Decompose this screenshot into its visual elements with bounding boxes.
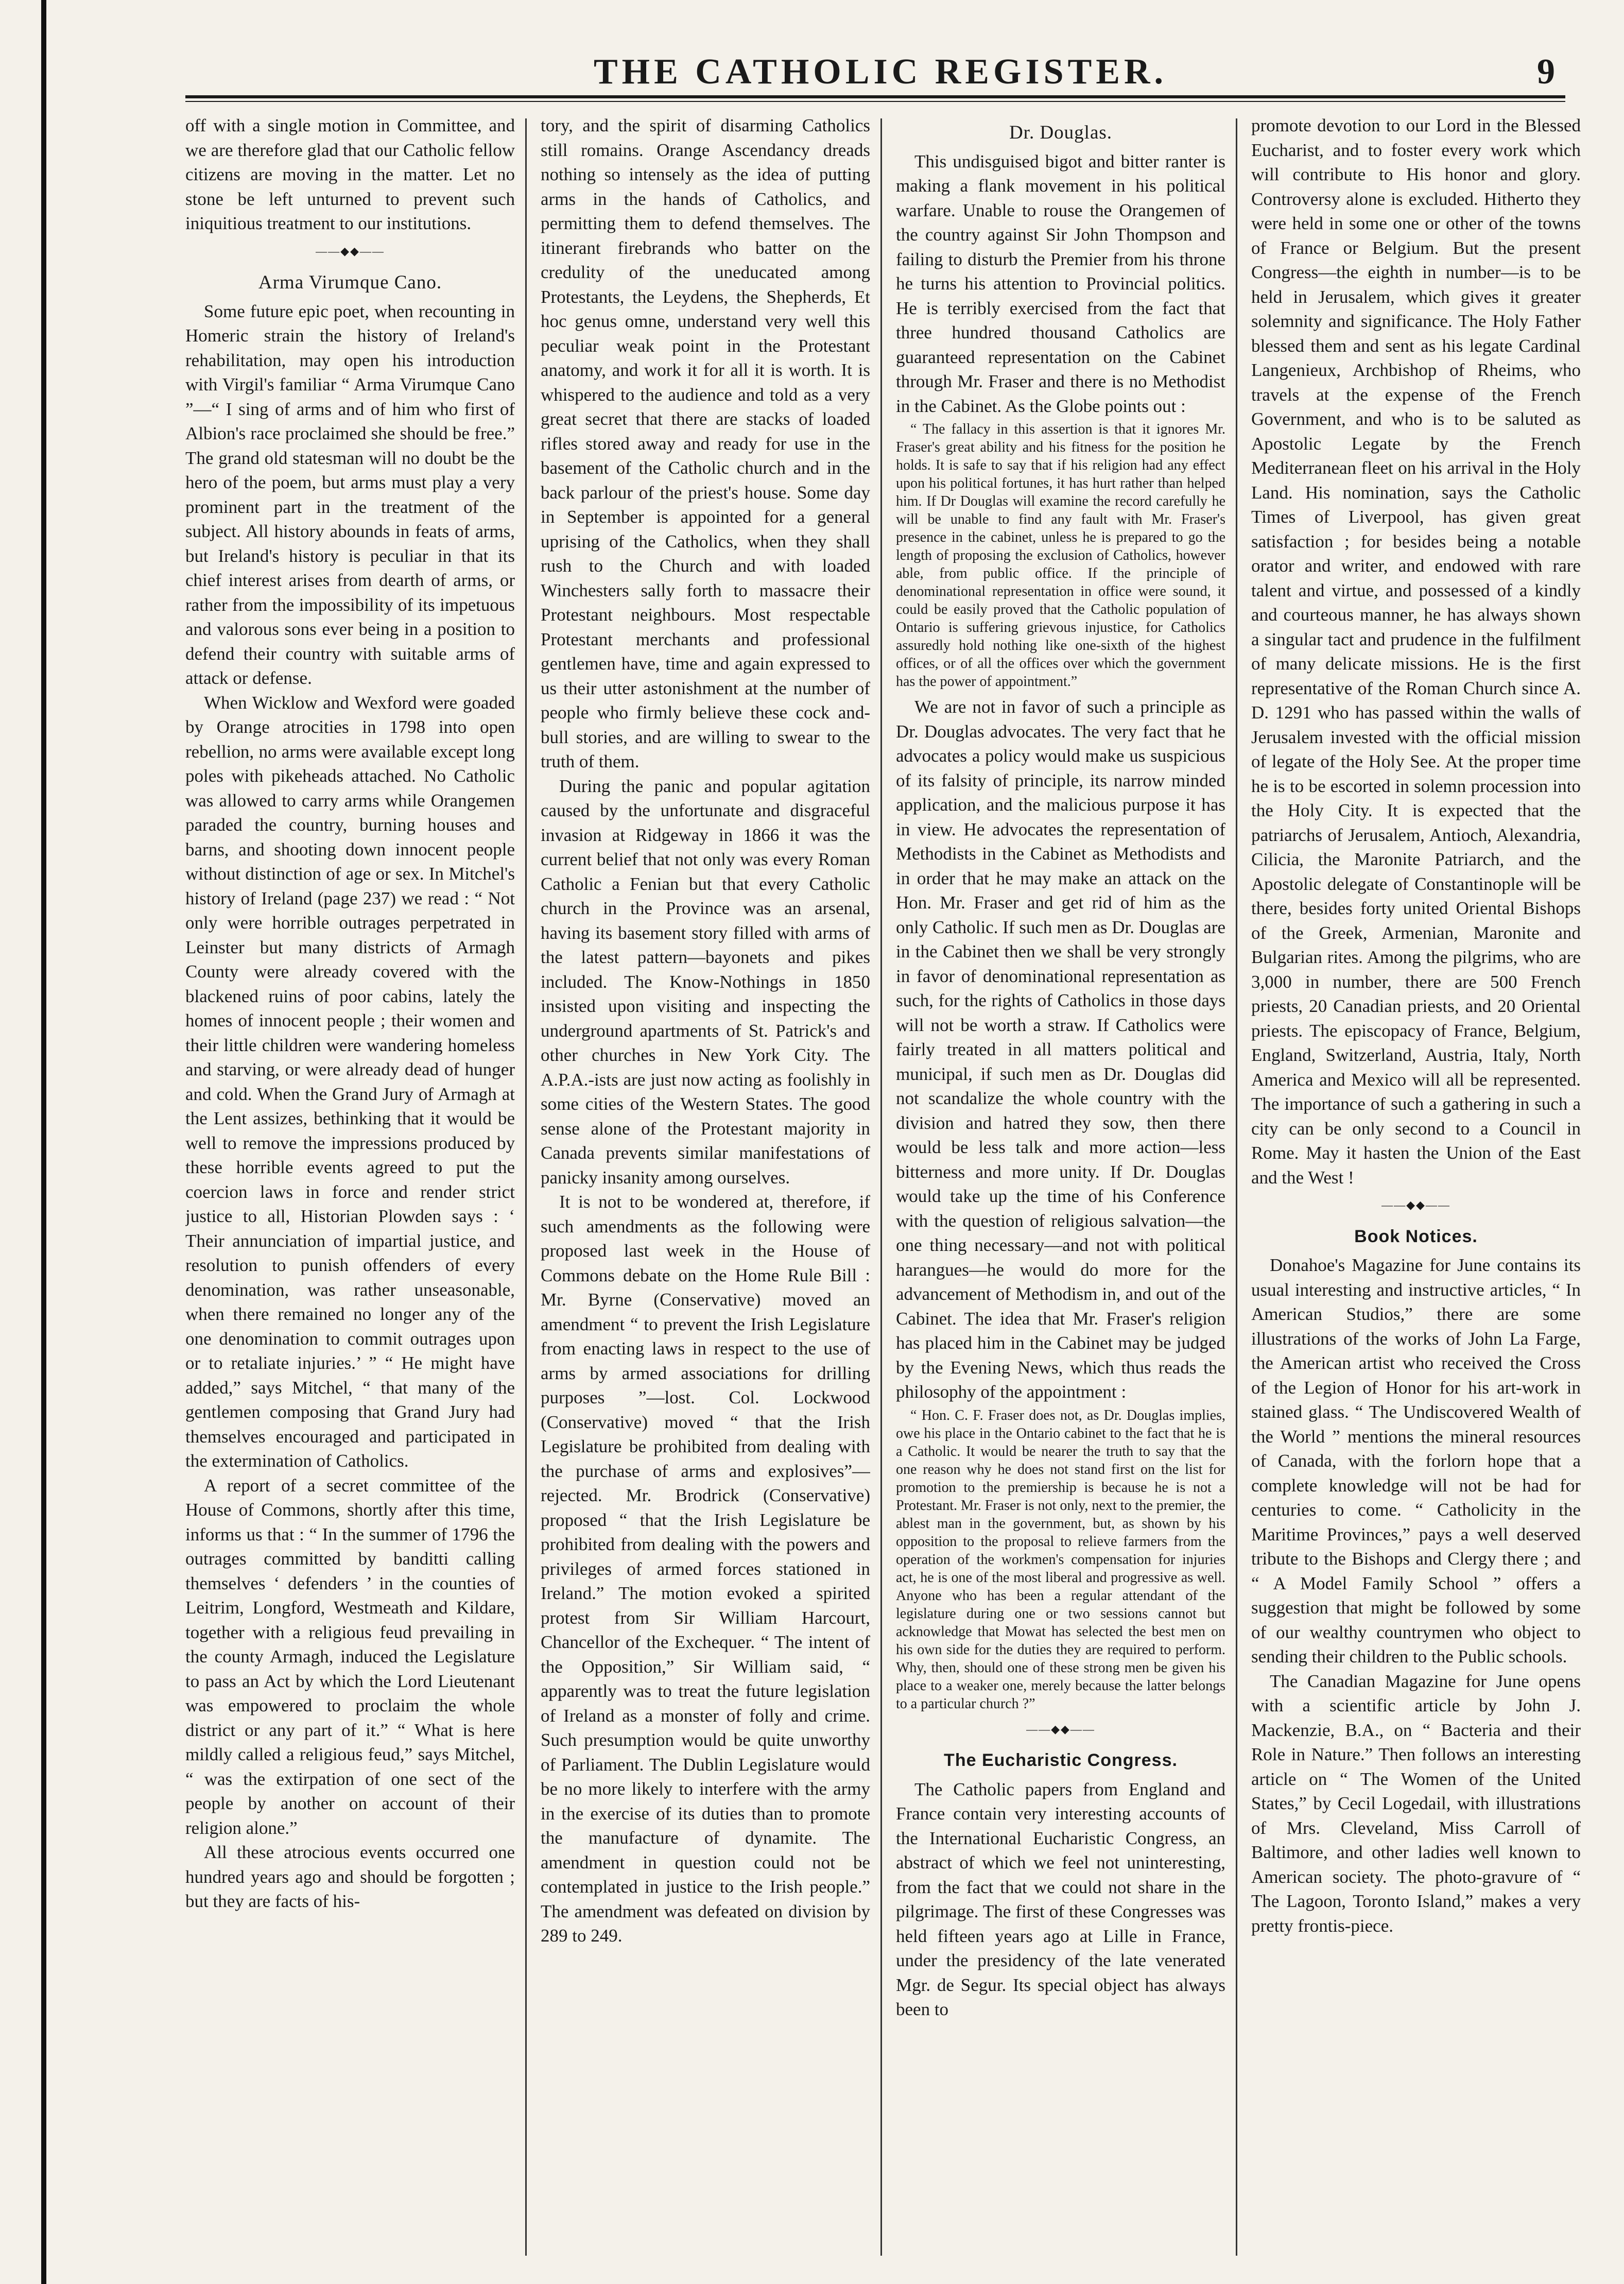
article-paragraph: promote devotion to our Lord in the Blessed Eucharist, and to foster every work which will contribute to His honor and glory. Controversy alone is excluded. Hitherto they were held in some one or other of the towns of France or Belgium. But the present Congress—the eighth in number—is to be held in Jerusalem, which gives it greater solemnity and significance. The Holy Father blessed them and sent as his legate Cardinal Langenieux, Archbishop of Rheims, who travels at the expense of the French Government, and who is to be saluted as Apostolic Legate by the French Mediterranean fleet on his arrival in the Holy Land. His nomination, says the Catholic Times of Liverpool, has given great satisfaction ; for besides being a notable orator and writer, and endowed with rare talent and virtue, and possessed of a kindly and courteous manner, he has always shown a singular tact and prudence in the fulfilment of many delicate missions. He is the first representative of the Roman Church since A. D. 1291 who has passed within the walls of Jerusalem invested with the official mission of legate of the Holy See. At the proper time he is to be escorted in solemn procession into the Holy City. It is expected that the patriarchs of Jerusalem, Antioch, Alexandria, Cilicia, the Maronite Patriarch, and the Apostolic delegate of Constantinople will be there, besides forty united Oriental Bishops of the Greek, Armenian, Maronite and Bulgarian rites. Among the pilgrims, who are 3,000 in number, there are 500 French priests, 20 Canadian priests, and 20 Oriental priests. The episcopacy of France, Belgium, England, Switzerland, Austria, Italy, North America and Mexico will all be represented. The importance of such a gathering in such a city can be only second to a Council in Rome. May it hasten the Union of the East and the West !	[1251, 115, 1581, 1188]
column-4	[1251, 113, 1581, 2225]
article-paragraph: off with a single motion in Committee, and we are therefore glad that our Catholic fellow citizens are moving in the matter. Let no stone be left unturned to prevent such iniquitious treatment to our institutions.	[185, 115, 515, 233]
quoted-extract	[896, 1406, 1225, 1713]
article-heading-douglas: Dr. Douglas.	[1009, 122, 1113, 143]
section-divider: ——◆◆——	[1381, 1198, 1450, 1211]
newspaper-title: THE CATHOLIC REGISTER.	[593, 52, 1168, 92]
article-paragraph: A report of a secret committee of the House of Commons, shortly after this time, informs us that : “ In the summer of 1796 the outrages committed by banditti calling themselves ‘ defenders ’ in the counties of Leitrim, Longford, Westmeath and Kildare, together with a religious feud prevailing in the county Armagh, induced the Legislature to pass an Act by which the Lord Lieutenant was empowered to proclaim the whole district or any part of it.” “ What is here mildly called a religious feud,” says Mitchel, “ was the extirpation of one sect of the people by another on account of their religion alone.”	[185, 1475, 515, 1838]
article-paragraph: tory, and the spirit of disarming Catholics still romains. Orange Ascendancy dreads nothing so intensely as the idea of putting arms in the hands of Catholics, and permitting them to defend themselves. The itinerant firebrands who batter on the credulity of the uneducated among Protestants, the Leydens, the Shepherds, Et hoc genus omne, understand very well this peculiar weak point in the Protestant anatomy, and work it for all it is worth. It is whispered to the audience and told as a very great secret that there are stacks of loaded rifles stored away and ready for use in the basement of the Catholic church and in the back parlour of the priest's house. Some day in September is appointed for a general uprising of the Catholics, when they shall rush to the Church and with loaded Winchesters sally forth to massacre their Protestant neighbours. Most respectable Protestant merchants and professional gentlemen have, time and again expressed to us their utter astonishment at the number of people who firmly believe these cock and-bull stories, and are willing to swear to the truth of them.	[541, 115, 870, 771]
column-2	[541, 113, 870, 2225]
column-divider	[1236, 118, 1237, 2256]
article-paragraph: During the panic and popular agitation caused by the unfortunate and disgraceful invasion at Ridgeway in 1866 it was the current belief that not only was every Roman Catholic a Fenian but that every Catholic church in the Province was an arsenal, having its basement story filled with arms of the latest pattern—bayonets and pikes included. The Know-Nothings in 1850 insisted upon visiting and inspecting the underground apartments of St. Patrick's and other churches in New York City. The A.P.A.-ists are just now acting as foolishly in some cities of the Western States. The good sense alone of the Protestant majority in Canada prevents similar manifestations of panicky insanity among ourselves.	[541, 776, 870, 1188]
article-paragraph: Donahoe's Magazine for June contains its usual interesting and instructive articles, “ In American Studios,” there are some illustrations of the works of John La Farge, the American artist who received the Cross of the Legion of Honor for his art-work in stained glass. “ The Undiscovered Wealth of the World ” mentions the mineral resources of Canada, with the forlorn hope that a complete knowledge will not be had for centuries to come. “ Catholicity in the Maritime Provinces,” pays a well deserved tribute to the Bishops and Clergy there ; and “ A Model Family School ” offers a suggestion that might be followed by some of our wealthy countrymen who object to sending their children to the Public schools.	[1251, 1255, 1581, 1667]
article-paragraph: The Catholic papers from England and France contain very interesting accounts of the International Eucharistic Congress, an abstract of which we feel not uninteresting, from the fact that we could not share in the pilgrimage. The first of these Congresses was held fifteen years ago at Lille in France, under the presidency of the late venerated Mgr. de Segur. Its special object has always been to	[896, 1779, 1225, 2019]
quote-text: “ Hon. C. F. Fraser does not, as Dr. Douglas implies, owe his place in the Ontario cabinet to the fact that he is a Catholic. It would be nearer the truth to say that the one reason why he does not stand first on the list for promotion to the premiership is because he is not a Protestant. Mr. Fraser is not only, next to the premier, the ablest man in the government, but, as shown by his opposition to the proposal to relieve farmers from the operation of the workmen's compensation for injuries act, he is one of the most liberal and progressive as well. Anyone who has been a regular attendant of the legislature during one or two sessions cannot but acknowledge that Mowat has selected the best men on his own side for the duties they are required to perform. Why, then, should one of these strong men be given his place to a weaker one, merely because the latter belongs to a particular church ?”	[896, 1407, 1225, 1712]
column-3	[896, 113, 1225, 2225]
article-paragraph: The Canadian Magazine for June opens with a scientific article by John J. Mackenzie, B.A., on “ Bacteria and their Role in Nature.” Then follows an interesting article on “ The Women of the United States,” by Cecil Logedail, with illustrations of Mrs. Cleveland, Miss Carroll of Baltimore, and other ladies well known to American society. The photo-gravure of “ The Lagoon, Toronto Island,” makes a very pretty frontis-piece.	[1251, 1671, 1581, 1936]
article-paragraph: Some future epic poet, when recounting in Homeric strain the history of Ireland's rehabilitation, may open his introduction with Virgil's familiar “ Arma Virumque Cano ”—“ I sing of arms and of him who first of Albion's race proclaimed she should be free.” The grand old statesman will no doubt be the hero of the poem, but arms must play a very prominent part in the treatment of the subject. All history abounds in feats of arms, but Ireland's history is peculiar in that its chief interest arises from dearth of arms, or rather from the impossibility of its impetuous and valorous sons ever being in a position to defend their country with suitable arms of attack or defense.	[185, 301, 515, 688]
masthead	[185, 51, 1576, 124]
header-rule	[185, 95, 1565, 98]
article-paragraph: All these atrocious events occurred one hundred years ago and should be forgotten ; but they are facts of his-	[185, 1842, 515, 1911]
header-rule-thin	[185, 101, 1565, 102]
article-heading-eucharistic: The Eucharistic Congress.	[944, 1750, 1178, 1770]
column-1	[185, 113, 515, 2225]
article-paragraph: This undisguised bigot and bitter ranter is making a flank movement in his political warfare. Unable to rouse the Orangemen of the country against Sir John Thompson and failing to disturb the Premier from his throne he turns his attention to Provincial politics. He is terribly exercised from the fact that three hundred thousand Catholics are guaranteed representation on the Cabinet through Mr. Fraser and there is no Methodist in the Cabinet. As the Globe points out :	[896, 151, 1225, 416]
page-number: 9	[1537, 52, 1555, 92]
section-divider: ——◆◆——	[316, 244, 385, 257]
article-heading-book-notices: Book Notices.	[1354, 1226, 1478, 1246]
article-paragraph: We are not in favor of such a principle as Dr. Douglas advocates. The very fact that he advocates a policy would make us suspicious of its falsity of principle, its narrow minded application, and the malicious purpose it has in view. He advocates the representation of Methodists in the Cabinet as Methodists and in order that he may make an attack on the Hon. Mr. Fraser and get rid of him as the only Catholic. If such men as Dr. Douglas are in the Cabinet then we shall be very strongly in favor of denominational representation as such, for the rights of Catholics in those days will not be worth a straw. If Catholics were fairly treated in all matters political and municipal, if such men as Dr. Douglas did not scandalize the whole country with the division and hatred they sow, then there would be less talk and more action—less bitterness and more unity. If Dr. Douglas would take up the time of his Conference with the question of religious salvation—the one thing necessary—and not with political harangues—he would do more for the advancement of Methodism in, and out of the Cabinet. The idea that Mr. Fraser's religion has placed him in the Cabinet may be judged by the Evening News, which thus reads the philosophy of the appointment :	[896, 697, 1225, 1402]
page-edge-binding	[41, 0, 46, 2284]
article-paragraph: It is not to be wondered at, therefore, if such amendments as the following were proposed last week in the House of Commons debate on the Home Rule Bill : Mr. Byrne (Conservative) moved an amendment “ to prevent the Irish Legislature from enacting laws in respect to the use of arms by armed associations for drilling purposes ”—lost. Col. Lockwood (Conservative) moved “ that the Irish Legislature be prohibited from dealing with the purchase of arms and explosives”—rejected. Mr. Brodrick (Conservative) proposed “ that the Irish Legislature be prohibited from dealing with the powers and privileges of armed forces stationed in Ireland.” The motion evoked a spirited protest from Sir William Harcourt, Chancellor of the Exchequer. “ The intent of the Opposition,” Sir William said, “ apparently was to treat the future legislation of Ireland as a monster of folly and crime. Such presumption would be quite unworthy of Parliament. The Dublin Legislature would be no more likely to interfere with the army in the exercise of its duties than to promote the manufacture of dynamite. The amendment in question could not be contemplated in justice to the Irish people.” The amendment was defeated on division by 289 to 249.	[541, 1192, 870, 1946]
quote-text: “ The fallacy in this assertion is that it ignores Mr. Fraser's great ability and his fitness for the position he holds. It is safe to say that if his religion had any effect upon his political fortunes, it has hurt rather than helped him. If Dr Douglas will examine the record carefully he will be unable to find any fault with Mr. Fraser's presence in the cabinet, unless he is prepared to go the length of proposing the exclusion of Catholics, however able, from public office. If the principle of denominational representation in office were sound, it could be easily proved that the Catholic population of Ontario is suffering grievous injustice, for Catholics assuredly hold nothing like one-sixth of the highest offices, or of all the offices over which the government has the power of appointment.”	[896, 421, 1225, 690]
quoted-extract	[896, 420, 1225, 691]
article-heading-arma: Arma Virumque Cano.	[258, 272, 442, 293]
column-divider	[525, 118, 527, 2256]
section-divider: ——◆◆——	[1026, 1722, 1095, 1736]
column-divider	[880, 118, 882, 2256]
article-paragraph: When Wicklow and Wexford were goaded by Orange atrocities in 1798 into open rebellion, no arms were available except long poles with pikeheads attached. No Catholic was allowed to carry arms while Orangemen paraded the country, burning houses and barns, and shooting down innocent people without distinction of age or sex. In Mitchel's history of Ireland (page 237) we read : “ Not only were horrible outrages perpetrated in Leinster but many districts of Armagh County were already covered with the blackened ruins of poor cabins, lately the homes of innocent people ; their women and their little children were wandering homeless and starving, or were already dead of hunger and cold. When the Grand Jury of Armagh at the Lent assizes, bethinking that it would be well to remove the impressions produced by these horrible events agreed to put the coercion laws in force and render strict justice to all, Historian Plowden says : ‘ Their annunciation of impartial justice, and resolution to punish offenders of every denomination, was rather unseasonable, when there remained no longer any of the one denomination to commit outrages upon or to retaliate injuries.’ ” “ He might have added,” says Mitchel, “ that many of the gentlemen composing that Grand Jury had themselves encouraged and participated in the extermination of Catholics.	[185, 692, 515, 1471]
